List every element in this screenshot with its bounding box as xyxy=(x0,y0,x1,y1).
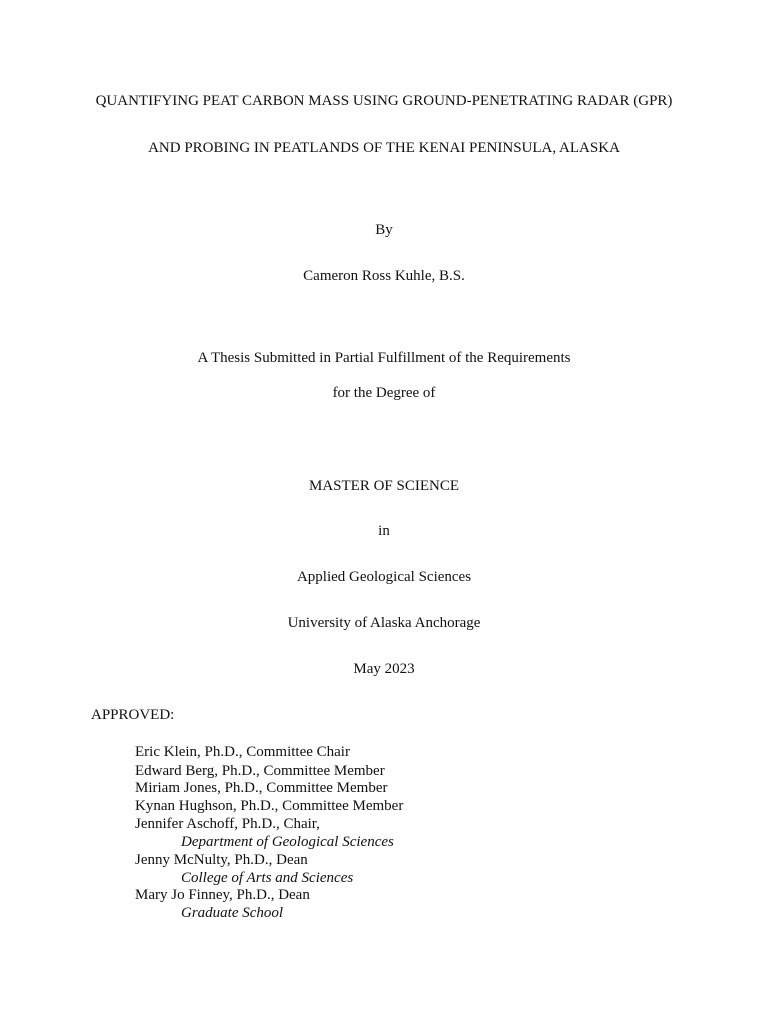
approver-graduate-school: Graduate School xyxy=(181,905,284,921)
approver-eric-klein: Eric Klein, Ph.D., Committee Chair xyxy=(135,744,350,760)
degree-field: Applied Geological Sciences xyxy=(296,569,472,585)
submission-statement: A Thesis Submitted in Partial Fulfillment of the Requirements xyxy=(197,350,571,366)
approver-kynan-hughson: Kynan Hughson, Ph.D., Committee Member xyxy=(135,798,404,814)
approver-mary-jo-finney: Mary Jo Finney, Ph.D., Dean xyxy=(135,887,310,903)
approver-jennifer-aschoff: Jennifer Aschoff, Ph.D., Chair, xyxy=(135,816,320,832)
approver-edward-berg: Edward Berg, Ph.D., Committee Member xyxy=(135,763,385,779)
degree-in: in xyxy=(378,523,390,539)
university-name: University of Alaska Anchorage xyxy=(287,615,481,631)
approver-jenny-mcnulty: Jenny McNulty, Ph.D., Dean xyxy=(135,852,308,868)
submission-date: May 2023 xyxy=(353,661,415,677)
author-name: Cameron Ross Kuhle, B.S. xyxy=(303,268,465,284)
thesis-title-line-1: QUANTIFYING PEAT CARBON MASS USING GROUND-PENETRATING RADAR (GPR) xyxy=(95,93,673,109)
degree-name: MASTER OF SCIENCE xyxy=(308,478,460,494)
thesis-title-line-2: AND PROBING IN PEATLANDS OF THE KENAI PENINSULA, ALASKA xyxy=(148,140,620,156)
approver-department: Department of Geological Sciences xyxy=(181,834,394,850)
approved-heading: APPROVED: xyxy=(91,707,175,723)
degree-intro: for the Degree of xyxy=(332,385,436,401)
approver-miriam-jones: Miriam Jones, Ph.D., Committee Member xyxy=(135,780,388,796)
approver-college: College of Arts and Sciences xyxy=(181,870,354,886)
by-label: By xyxy=(375,222,393,238)
